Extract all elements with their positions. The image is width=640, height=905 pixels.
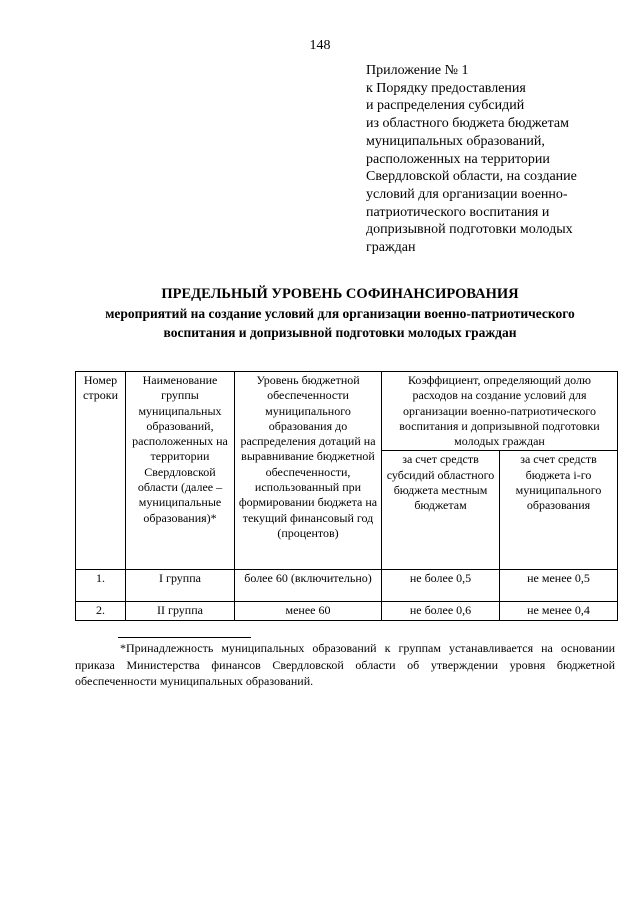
appendix-line: Приложение № 1 — [366, 63, 469, 78]
appendix-line: граждан — [366, 240, 416, 256]
appendix-line: Свердловской области, на создание — [366, 169, 577, 185]
table-row — [76, 602, 618, 620]
header-row-number: Номер строки — [76, 372, 126, 570]
header-local-share: за счет средств бюджета i-го муниципального образования — [500, 451, 618, 570]
appendix-line: к Порядку предоставления — [366, 80, 526, 96]
footnote-separator — [118, 637, 251, 638]
appendix-line: и распределения субсидий — [366, 98, 525, 114]
title-sub-line: мероприятий на создание условий для организации военно-патриотического — [105, 306, 575, 321]
cofinancing-table — [75, 371, 618, 621]
cell-group: II группа — [126, 602, 235, 620]
appendix-line: патриотического воспитания и — [366, 204, 550, 220]
appendix-line: условий для организации военно- — [366, 186, 568, 202]
header-coefficient: Коэффициент, определяющий долю расходов на создание условий для организации военно-патриотического воспитания и допризывной подготовки молодых граждан — [382, 372, 618, 451]
cell-budget-level: менее 60 — [235, 602, 382, 620]
table-row — [76, 570, 618, 602]
cell-regional-share: не более 0,5 — [382, 570, 500, 602]
header-budget-level: Уровень бюджетной обеспеченности муниципального образования до распределения дотаций на выравнивание бюджетной обеспеченности, использованный при формировании бюджета на текущий финансовый год (процентов) — [235, 372, 382, 570]
cell-row-number: 2. — [76, 602, 126, 620]
header-regional-share: за счет средств субсидий областного бюджета местным бюджетам — [382, 451, 500, 570]
appendix-note — [366, 62, 628, 257]
title-main: ПРЕДЕЛЬНЫЙ УРОВЕНЬ СОФИНАНСИРОВАНИЯ — [161, 286, 519, 302]
appendix-line: муниципальных образований, — [366, 133, 545, 149]
appendix-line: из областного бюджета бюджетам — [366, 116, 569, 132]
document-title — [40, 285, 640, 342]
cell-local-share: не менее 0,5 — [500, 570, 618, 602]
appendix-line: допризывной подготовки молодых — [366, 222, 573, 238]
footnote: *Принадлежность муниципальных образований к группам устанавливается на основании приказа Министерства финансов Свердловской области об утверждении уровня бюджетной обеспеченности муниципальных образований. — [75, 641, 615, 688]
header-group-name: Наименование группы муниципальных образований, расположенных на территории Свердловской области (далее – муниципальные образования)* — [126, 372, 235, 570]
title-sub-line: воспитания и допризывной подготовки молодых граждан — [163, 325, 517, 340]
page-number: 148 — [309, 38, 331, 53]
cell-budget-level: более 60 (включительно) — [235, 570, 382, 602]
cell-row-number: 1. — [76, 570, 126, 602]
cell-local-share: не менее 0,4 — [500, 602, 618, 620]
cell-regional-share: не более 0,6 — [382, 602, 500, 620]
appendix-line: расположенных на территории — [366, 151, 550, 167]
cell-group: I группа — [126, 570, 235, 602]
